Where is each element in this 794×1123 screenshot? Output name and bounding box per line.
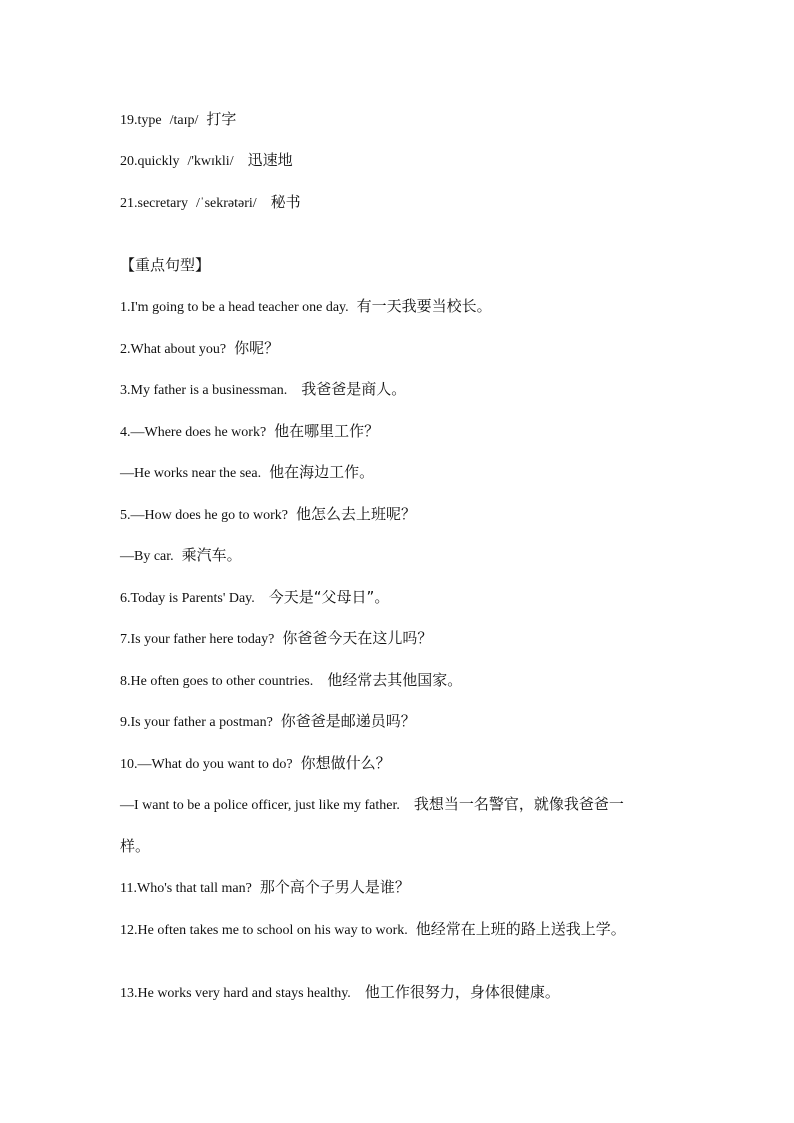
sentence-item: [120, 420, 379, 442]
sentence-item: [120, 503, 416, 525]
sentence-english: —By car.: [120, 549, 174, 564]
sentence-english: 12.He often takes me to school on his way to work.: [120, 923, 408, 938]
sentence-item: [120, 752, 391, 774]
sentence-chinese: 有一天我要当校长。: [356, 297, 492, 315]
sentence-english: 6.Today is Parents' Day.: [120, 591, 255, 606]
sentence-item: [120, 461, 374, 483]
sentence-chinese: 我想当一名警官，就像我爸爸一: [413, 795, 624, 813]
sentence-chinese: 他在哪里工作？: [274, 422, 380, 440]
sentence-item: [120, 586, 389, 608]
sentence-chinese: 样。: [120, 837, 151, 855]
vocab-phonetic: /ˈsekrətəri/: [196, 196, 257, 211]
vocab-item: [120, 191, 301, 213]
sentence-item: [120, 793, 624, 815]
sentence-item: [120, 378, 406, 400]
sentence-item: [120, 918, 626, 940]
sentence-item: [120, 876, 410, 898]
sentence-chinese: 今天是“父母日”。: [268, 588, 390, 606]
sentence-english: —He works near the sea.: [120, 466, 262, 481]
sentence-continuation: [120, 835, 150, 857]
sentence-item: [120, 669, 462, 691]
vocab-item: [120, 149, 293, 171]
sentence-english: 13.He works very hard and stays healthy.: [120, 986, 351, 1001]
sentence-item: [120, 710, 416, 732]
sentence-chinese: 他经常去其他国家。: [327, 671, 463, 689]
sentence-item: [120, 337, 279, 359]
sentence-chinese: 我爸爸是商人。: [301, 380, 407, 398]
vocab-word: 21.secretary: [120, 196, 189, 211]
sentence-english: 7.Is your father here today?: [120, 632, 275, 647]
sentence-english: 11.Who's that tall man?: [120, 881, 252, 896]
sentence-chinese: 你爸爸是邮递员吗？: [280, 712, 416, 730]
sentence-item: [120, 981, 560, 1003]
sentence-english: 5.—How does he go to work?: [120, 508, 288, 523]
vocab-item: [120, 108, 236, 130]
sentence-chinese: 他工作很努力，身体很健康。: [364, 983, 560, 1001]
sentence-english: 1.I'm going to be a head teacher one day.: [120, 300, 349, 315]
sentence-item: [120, 295, 492, 317]
vocab-translation: 迅速地: [247, 151, 293, 169]
sentence-english: —I want to be a police officer, just like my father.: [120, 798, 400, 813]
sentence-item: [120, 544, 242, 566]
sentence-english: 8.He often goes to other countries.: [120, 674, 314, 689]
sentence-chinese: 那个高个子男人是谁？: [259, 878, 410, 896]
sentence-english: 10.—What do you want to do?: [120, 757, 293, 772]
sentence-chinese: 你呢？: [234, 339, 280, 357]
sentence-english: 3.My father is a businessman.: [120, 383, 288, 398]
vocab-translation: 打字: [206, 110, 237, 128]
sentence-chinese: 他在海边工作。: [269, 463, 375, 481]
sentence-chinese: 乘汽车。: [181, 546, 242, 564]
section-heading: 【重点句型】: [120, 256, 211, 274]
sentence-item: [120, 627, 432, 649]
sentence-english: 9.Is your father a postman?: [120, 715, 273, 730]
sentence-english: 2.What about you?: [120, 342, 227, 357]
sentence-chinese: 你爸爸今天在这儿吗？: [282, 629, 433, 647]
vocab-word: 20.quickly: [120, 154, 180, 169]
vocab-translation: 秘书: [270, 193, 301, 211]
vocab-word: 19.type: [120, 113, 162, 128]
sentence-chinese: 他经常在上班的路上送我上学。: [415, 920, 626, 938]
sentence-chinese: 他怎么去上班呢？: [295, 505, 416, 523]
vocab-phonetic: /taɪp/: [169, 113, 199, 128]
sentence-english: 4.—Where does he work?: [120, 425, 267, 440]
sentence-chinese: 你想做什么？: [300, 754, 391, 772]
vocab-phonetic: /'kwɪkli/: [187, 154, 234, 169]
